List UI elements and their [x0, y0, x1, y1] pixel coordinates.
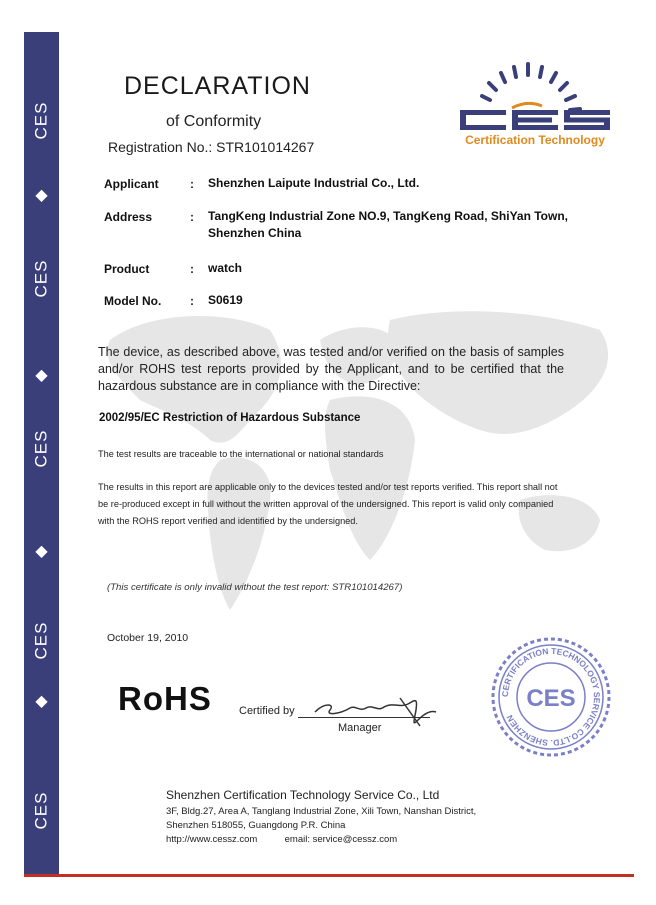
compliance-paragraph: The device, as described above, was tested and/or verified on the basis of samples and/or ROHS test reports provided by the Applicant, and to be certified that the hazardous substance are in compliance with the Directive:	[98, 345, 564, 393]
side-band	[24, 32, 59, 875]
seal-outer-text: CERTIFICATION TECHNOLOGY SERVICE CO.LTD. SHENZHEN	[499, 645, 603, 749]
applicant-value: Shenzhen Laipute Industrial Co., Ltd.	[208, 176, 420, 190]
footer-website[interactable]: http://www.cessz.com	[166, 834, 258, 845]
colon: :	[190, 262, 194, 276]
side-ces-label: CES	[31, 791, 51, 830]
issue-date: October 19, 2010	[107, 632, 189, 644]
diamond-icon: ◆	[35, 543, 48, 560]
colon: :	[190, 210, 194, 224]
footer-address-line1: 3F, Bldg.27, Area A, Tanglang Industrial Zone, Xili Town, Nanshan District,	[166, 806, 477, 817]
logo-arc	[512, 103, 542, 108]
model-label: Model No.	[104, 294, 162, 308]
signatory-title: Manager	[338, 722, 382, 734]
diamond-icon: ◆	[35, 367, 48, 384]
certified-by-label: Certified by	[239, 705, 295, 717]
product-value: watch	[208, 261, 243, 275]
validity-statement: The results in this report are applicable only to the devices tested and/or test reports verified. This report shall not be re-produced except in full without the written approval of the undersigned. This report is valid only companied with the ROHS report verified and identified by the undersigned.	[98, 482, 558, 526]
colon: :	[190, 177, 194, 191]
colon: :	[190, 294, 194, 308]
diamond-icon: ◆	[35, 187, 48, 204]
address-label: Address	[104, 210, 153, 224]
model-value: S0619	[208, 293, 243, 307]
document-title: DECLARATION	[124, 72, 311, 100]
logo-tagline: Certification Technology	[465, 133, 605, 147]
footer-address-line2: Shenzhen 518055, Guangdong P.R. China	[166, 820, 346, 831]
address-value: TangKeng Industrial Zone NO.9, TangKeng Road, ShiYan Town, Shenzhen China	[208, 209, 569, 240]
footer-company-name: Shenzhen Certification Technology Service Co., Ltd	[166, 788, 440, 802]
seal-center-text: CES	[526, 685, 576, 712]
side-ces-label: CES	[31, 621, 51, 660]
certificate-note: (This certificate is only invalid without the test report: STR101014267)	[107, 582, 403, 593]
document-subtitle: of Conformity	[166, 113, 262, 130]
directive-title: 2002/95/EC Restriction of Hazardous Substance	[99, 412, 361, 424]
bottom-rule	[24, 874, 634, 877]
ces-logo	[452, 58, 618, 148]
registration-line	[108, 139, 314, 155]
rohs-mark: RoHS	[118, 680, 212, 717]
company-seal	[490, 636, 612, 758]
side-ces-label: CES	[31, 101, 51, 140]
applicant-label: Applicant	[104, 177, 159, 191]
side-ces-label: CES	[31, 259, 51, 298]
registration-label: Registration No.:	[108, 139, 213, 155]
footer-email-label: email:	[284, 834, 310, 845]
side-ces-label: CES	[31, 429, 51, 468]
product-label: Product	[104, 262, 150, 276]
diamond-icon: ◆	[35, 693, 48, 710]
footer-email[interactable]: service@cessz.com	[312, 834, 398, 845]
footer-contact	[166, 834, 397, 845]
registration-number: STR101014267	[216, 139, 315, 155]
traceability-statement: The test results are traceable to the international or national standards	[98, 449, 384, 459]
signature-line	[298, 717, 430, 718]
